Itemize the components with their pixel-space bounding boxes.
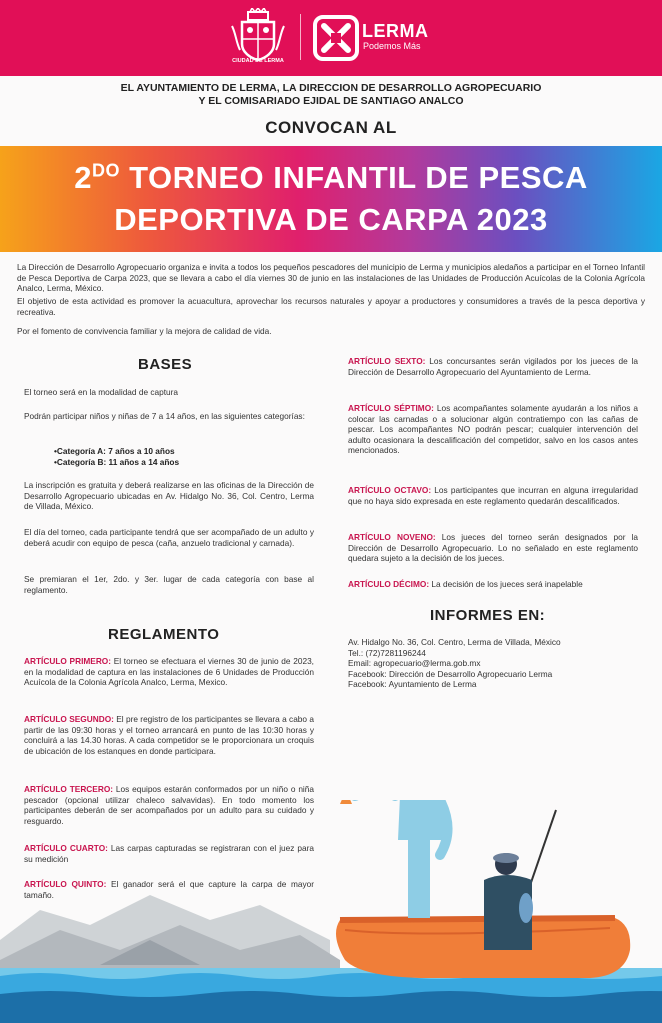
articulo-octavo-text: Los participantes que incurran en alguna irregularidad que no haya sido expresada en este reglamento quedarán descalificados.	[348, 485, 638, 506]
category-b: •Categoría B: 11 años a 14 años	[54, 457, 180, 467]
informes-email: Email: agropecuario@lerma.gob.mx	[348, 658, 481, 669]
crest-label: CIUDAD DE LERMA	[232, 58, 284, 64]
header-divider	[300, 14, 301, 60]
articulo-decimo-text: La decisión de los jueces será inapelable	[429, 579, 583, 589]
articulo-noveno	[348, 532, 638, 564]
brand-tagline: Podemos Más	[363, 41, 421, 51]
banner-superscript: DO	[91, 160, 120, 181]
organizers	[0, 82, 662, 108]
convocan-heading: CONVOCAN AL	[265, 118, 397, 137]
informes-address: Av. Hidalgo No. 36, Col. Centro, Lerma de Villada, México	[348, 637, 561, 647]
articulo-tercero-text: Los equipos estarán conformados por un niño o niña pescador (opcional utilizar chaleco salvavidas). En todo momento los participantes deberán de ser acompañados por un adulto para su cuidado y resguardo.	[24, 784, 314, 826]
articulo-primero-text: El torneo se efectuara el viernes 30 de junio de 2023, en la modalidad de captura en las instalaciones de 6 Unidades de Producción Acuícola de la Colonia Agrícola Analco, Lerma, Mexico.	[24, 656, 314, 688]
articulo-primero	[24, 656, 314, 688]
informes-facebook-2: Facebook: Ayuntamiento de Lerma	[348, 679, 477, 690]
brand-name: LERMA	[362, 21, 429, 41]
bases-p1: El torneo será en la modalidad de captura	[24, 387, 179, 397]
category-a: •Categoría A: 7 años a 10 años	[54, 446, 175, 456]
lerma-logo-icon	[312, 14, 360, 62]
articulo-quinto-label: ARTÍCULO QUINTO:	[24, 879, 107, 889]
articulo-sexto-label: ARTÍCULO SEXTO:	[348, 356, 426, 366]
articulo-septimo	[348, 403, 638, 456]
articulo-tercero-label: ARTÍCULO TERCERO:	[24, 784, 114, 794]
bases-categories	[54, 446, 179, 468]
articulo-cuarto-label: ARTÍCULO CUARTO:	[24, 843, 108, 853]
banner-number: 2	[74, 160, 92, 195]
fishing-illustration	[0, 800, 662, 1023]
reglamento-title: REGLAMENTO	[108, 626, 220, 643]
bases-p5: Se premiaran el 1er, 2do. y 3er. lugar de cada categoría con base al reglamento.	[24, 574, 314, 595]
articulo-noveno-label: ARTÍCULO NOVENO:	[348, 532, 436, 542]
intro-paragraph-2: El objetivo de esta actividad es promover la acuacultura, aprovechar los recursos naturales y apoyar a productores y consumidores a través de la pesca deportiva y recreativa.	[17, 296, 645, 317]
articulo-primero-label: ARTÍCULO PRIMERO:	[24, 656, 112, 666]
articulo-sexto	[348, 356, 638, 377]
bases-title: BASES	[138, 356, 193, 373]
articulo-decimo-label: ARTÍCULO DÉCIMO:	[348, 579, 430, 589]
articulo-sexto-text: Los concursantes serán vigilados por los jueces de la Dirección de Desarrollo Agropecuario del Ayuntamiento de Lerma.	[348, 356, 638, 377]
organizers-line-2: Y EL COMISARIADO EJIDAL DE SANTIAGO ANALCO	[198, 95, 464, 107]
banner-title-rest: TORNEO INFANTIL DE PESCA	[119, 160, 588, 195]
articulo-segundo-text: El pre registro de los participantes se llevara a cabo a partir de las 09:30 horas y el torneo arrancará en punto de las 10:30 horas y concluirá a las 14.30 horas. A cada competidor se le proporcionara un croquis de ubicación de los estanques en donde participara.	[24, 714, 314, 756]
articulo-septimo-text: Los acompañantes solamente ayudarán a los niños a colocar las carnadas o a solucionar algún contratiempo con las cañas de pescar. Los acompañantes NO podrán pescar; cualquier intervención del adulto ocasionara la descalificación del competidor, salvo en los casos antes mencionados.	[348, 403, 638, 456]
articulo-noveno-text: Los jueces del torneo serán designados por la Dirección de Desarrollo Agropecuario. Lo no señalado en este reglamento quedara sujeto a la decisión de los jueces.	[348, 532, 639, 564]
articulo-segundo	[24, 714, 314, 756]
articulo-quinto-text: El ganador será el que capture la carpa de mayor tamaño.	[24, 879, 314, 900]
banner-title-line-1	[0, 160, 662, 196]
informes-facebook-1: Facebook: Dirección de Desarrollo Agropecuario Lerma	[348, 668, 553, 679]
bases-p3: La inscripción es gratuita y deberá realizarse en las oficinas de la Dirección de Desarrollo Agropecuario ubicadas en Av. Hidalgo No. 36, Col. Centro, Lerma de Villada, México.	[24, 480, 314, 512]
articulo-segundo-label: ARTÍCULO SEGUNDO:	[24, 714, 114, 724]
articulo-octavo	[348, 485, 638, 506]
organizers-line-1: EL AYUNTAMIENTO DE LERMA, LA DIRECCION DE DESARROLLO AGROPECUARIO	[120, 82, 542, 94]
articulo-decimo	[348, 579, 638, 590]
bases-p4: El día del torneo, cada participante tendrá que ser acompañado de un adulto y deberá acudir con equipo de pesca (caña, anzuelo tradicional y carnada).	[24, 527, 314, 548]
articulo-septimo-label: ARTÍCULO SÉPTIMO:	[348, 403, 434, 413]
informes-phone: Tel.: (72)7281196244	[348, 647, 426, 658]
banner-title-line-2: DEPORTIVA DE CARPA 2023	[114, 202, 548, 237]
informes-title: INFORMES EN:	[430, 607, 546, 624]
articulo-octavo-label: ARTÍCULO OCTAVO:	[348, 485, 432, 495]
intro-paragraph-1: La Dirección de Desarrollo Agropecuario organiza e invita a todos los pequeños pescadores del municipio de Lerma y municipios aledaños a participar en el Torneo Infantil de Pesca Deportiva de Carpa 2023, que se llevara a cabo el día viernes 30 de junio en las instalaciones de las Unidades de Producción Acuícolas de la Colonia Agrícola Analco, Lerma, México.	[17, 262, 646, 294]
informes-details	[348, 637, 648, 690]
articulo-cuarto-text: Las carpas capturadas se registraran con el juez para su medición	[24, 843, 314, 864]
bases-p2: Podrán participar niños y niñas de 7 a 14 años, en las siguientes categorías:	[24, 411, 305, 421]
intro-paragraph-3: Por el fomento de convivencia familiar y la mejora de calidad de vida.	[17, 326, 272, 336]
